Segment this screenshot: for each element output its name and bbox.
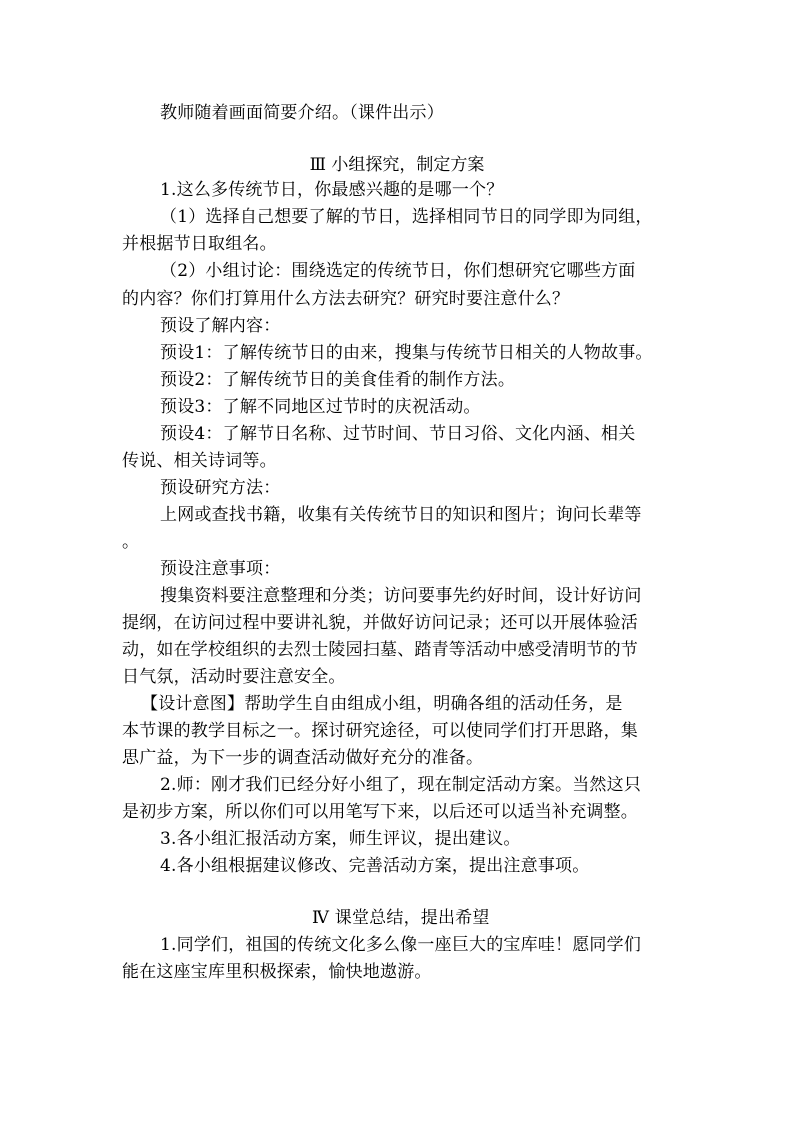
notes-line-1: 搜集资料要注意整理和分类；访问要事先约好时间，设计好访问 xyxy=(160,586,642,606)
design-intent-line-3: 思广益，为下一步的调查活动做好充分的准备。 xyxy=(122,748,484,768)
notes-line-4: 日气氛，活动时要注意安全。 xyxy=(122,667,346,687)
question-1: 1.这么多传统节日，你最感兴趣的是哪一个？ xyxy=(160,180,504,200)
paragraph-1-line-1: （1）选择自己想要了解的节日，选择相同节日的同学即为同组， xyxy=(160,207,653,227)
preset-4-line-2: 传说、相关诗词等。 xyxy=(122,451,277,471)
paragraph-1-line-2: 并根据节日取组名。 xyxy=(122,234,277,254)
preset-content-label: 预设了解内容： xyxy=(160,316,281,336)
design-intent-line-2: 本节课的教学目标之一。探讨研究途径，可以使同学们打开思路，集 xyxy=(122,721,638,741)
section-3-heading: Ⅲ 小组探究，制定方案 xyxy=(309,155,485,175)
notes-line-2: 提纲，在访问过程中要讲礼貌，并做好访问记录；还可以开展体验活 xyxy=(122,613,638,633)
summary-line-2: 能在这座宝库里积极探索，愉快地遨游。 xyxy=(122,962,432,982)
preset-1: 预设1：了解传统节日的由来，搜集与传统节日相关的人物故事。 xyxy=(160,343,653,363)
question-2-line-1: 2.师：刚才我们已经分好小组了，现在制定活动方案。当然这只 xyxy=(160,775,642,795)
notes-line-3: 动，如在学校组织的去烈士陵园扫墓、踏青等活动中感受清明节的节 xyxy=(122,640,638,660)
preset-method-label: 预设研究方法： xyxy=(160,478,281,498)
design-intent-line-1: 【设计意图】帮助学生自由组成小组，明确各组的活动任务，是 xyxy=(141,694,623,714)
question-3: 3.各小组汇报活动方案，师生评议，提出建议。 xyxy=(160,829,521,849)
question-2-line-2: 是初步方案，所以你们可以用笔写下来，以后还可以适当补充调整。 xyxy=(122,802,638,822)
intro-text: 教师随着画面简要介绍。（课件出示） xyxy=(160,103,444,123)
preset-4-line-1: 预设4：了解节日名称、过节时间、节日习俗、文化内涵、相关 xyxy=(160,424,636,444)
preset-3: 预设3：了解不同地区过节时的庆祝活动。 xyxy=(160,397,481,417)
paragraph-2-line-2: 的内容？你们打算用什么方法去研究？研究时要注意什么？ xyxy=(122,289,570,309)
question-4: 4.各小组根据建议修改、完善活动方案，提出注意事项。 xyxy=(160,856,590,876)
summary-line-1: 1.同学们，祖国的传统文化多么像一座巨大的宝库哇！愿同学们 xyxy=(160,935,642,955)
section-4-heading: Ⅳ 课堂总结，提出希望 xyxy=(312,908,490,928)
preset-2: 预设2：了解传统节日的美食佳肴的制作方法。 xyxy=(160,370,516,390)
method-line-2: 。 xyxy=(122,532,140,552)
paragraph-2-line-1: （2）小组讨论：围绕选定的传统节日，你们想研究它哪些方面 xyxy=(160,261,636,281)
preset-notes-label: 预设注意事项： xyxy=(160,559,281,579)
method-line-1: 上网或查找书籍，收集有关传统节日的知识和图片；询问长辈等 xyxy=(160,505,642,525)
